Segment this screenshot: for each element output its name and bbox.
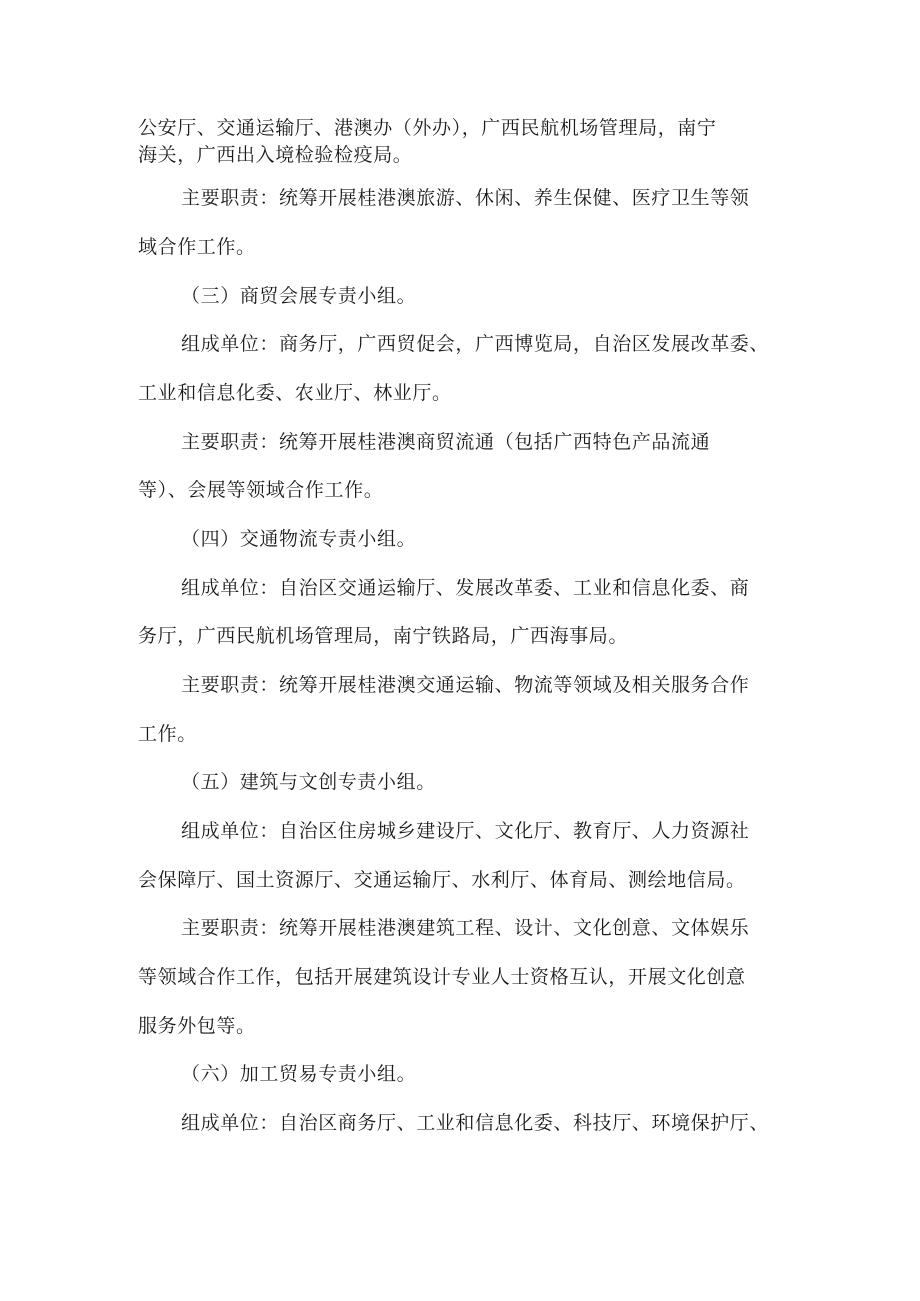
paragraph-start: 主要职责：统筹开展桂港澳旅游、休闲、养生保健、医疗卫生等领 — [181, 187, 750, 209]
paragraph-start: 组成单位：自治区交通运输厅、发展改革委、工业和信息化委、商 — [181, 577, 750, 599]
text-line: 域合作工作。 — [138, 236, 256, 258]
text-line: 务厅，广西民航机场管理局，南宁铁路局，广西海事局。 — [138, 625, 629, 647]
section-heading: （四）交通物流专责小组。 — [181, 528, 417, 550]
text-line: 等领域合作工作，包括开展建筑设计专业人士资格互认，开展文化创意 — [138, 966, 746, 988]
text-line: 会保障厅、国土资源厅、交通运输厅、水利厅、体育局、测绘地信局。 — [138, 869, 746, 891]
paragraph-start: 组成单位：商务厅，广西贸促会，广西博览局，自治区发展改革委、 — [181, 333, 770, 355]
section-heading: （六）加工贸易专责小组。 — [181, 1063, 417, 1085]
paragraph-start: 主要职责：统筹开展桂港澳建筑工程、设计、文化创意、文体娱乐 — [181, 917, 750, 939]
text-line: 服务外包等。 — [138, 1015, 256, 1037]
text-line: 等）、会展等领域合作工作。 — [138, 479, 384, 501]
paragraph-start: 主要职责：统筹开展桂港澳交通运输、物流等领域及相关服务合作 — [181, 674, 750, 696]
section-heading: （五）建筑与文创专责小组。 — [181, 771, 436, 793]
paragraph-start: 主要职责：统筹开展桂港澳商贸流通（包括广西特色产品流通 — [181, 431, 711, 453]
text-line: 工作。 — [138, 723, 197, 745]
section-heading: （三）商贸会展专责小组。 — [181, 285, 417, 307]
text-line: 海关，广西出入境检验检疫局。 — [138, 144, 413, 166]
text-line: 工业和信息化委、农业厅、林业厅。 — [138, 382, 452, 404]
text-line: 公安厅、交通运输厅、港澳办（外办），广西民航机场管理局，南宁 — [138, 117, 717, 139]
paragraph-start: 组成单位：自治区住房城乡建设厅、文化厅、教育厅、人力资源社 — [181, 820, 750, 842]
paragraph-start: 组成单位：自治区商务厅、工业和信息化委、科技厅、环境保护厅、 — [181, 1112, 770, 1134]
